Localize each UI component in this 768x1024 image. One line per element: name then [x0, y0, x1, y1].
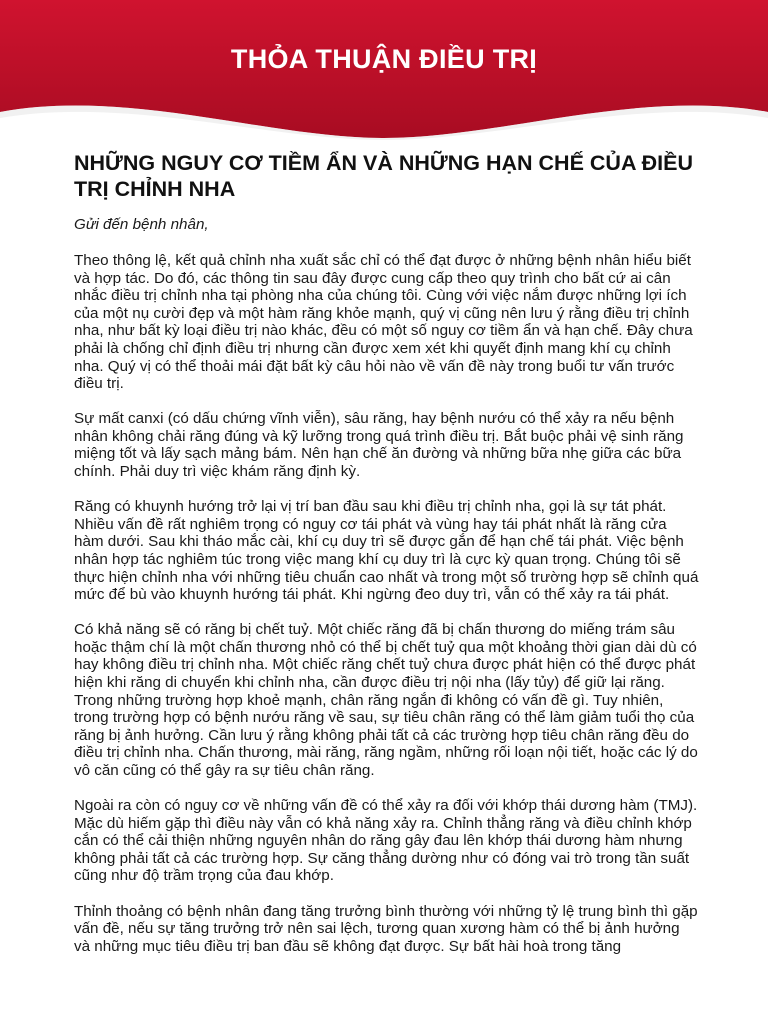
- document-body: [74, 150, 699, 973]
- header-title: THỎA THUẬN ĐIỀU TRỊ: [230, 44, 538, 74]
- header-banner: [0, 0, 768, 140]
- paragraph-nonvital-tooth: Có khả năng sẽ có răng bị chết tuỷ. Một chiếc răng đã bị chấn thương do miếng trám sâu hoặc thậm chí là một chấn thương nhỏ có thể bị chết tuỷ qua một khoảng thời gian dài dù có hay không điều trị chỉnh nha. Một chiếc răng chết tuỷ chưa được phát hiện có thể được phát hiện khi răng di chuyển khi chỉnh nha, cần được điều trị nội nha (lấy tủy) để giữ lại răng. Trong những trường hợp khoẻ mạnh, chân răng ngắn đi không có vấn đề gì. Tuy nhiên, trong trường hợp có bệnh nướu răng về sau, sự tiêu chân răng có thể làm giảm tuổi thọ của răng bị ảnh hưởng. Cần lưu ý rằng không phải tất cả các trường hợp tiêu chân răng đều do điều trị chỉnh nha. Chấn thương, mài răng, răng ngầm, những rối loạn nội tiết, hoặc các lý do vô căn cũng có thể gây ra sự tiêu chân răng.: [74, 621, 698, 779]
- paragraph-intro: Theo thông lệ, kết quả chỉnh nha xuất sắc chỉ có thể đạt được ở những bệnh nhân hiểu biết và hợp tác. Do đó, các thông tin sau đây được cung cấp theo quy trình cho bất cứ ai cân nhắc điều trị chỉnh nha tại phòng nha của chúng tôi. Cùng với việc nắm được những lợi ích của một nụ cười đẹp và một hàm răng khỏe mạnh, quý vị cũng nên lưu ý rằng điều trị chỉnh nha, như bất kỳ loại điều trị nào khác, đều có một số nguy cơ tiềm ẩn và hạn chế. Đây chưa phải là chống chỉ định điều trị nhưng cần được xem xét khi quyết định mang khí cụ chỉnh nha. Quý vị có thể thoải mái đặt bất kỳ câu hỏi nào về vấn đề này trong buổi tư vấn trước điều trị.: [74, 252, 693, 393]
- salutation: Gửi đến bệnh nhân,: [74, 216, 209, 233]
- paragraph-relapse: Răng có khuynh hướng trở lại vị trí ban đầu sau khi điều trị chỉnh nha, gọi là sự tát phát. Nhiều vấn đề rất nghiêm trọng có nguy cơ tái phát và vùng hay tái phát nhất là răng cửa hàm dưới. Sau khi tháo mắc cài, khí cụ duy trì sẽ được gắn để hạn chế tái phát. Việc bệnh nhân hợp tác nghiêm túc trong việc mang khí cụ duy trì là cực kỳ quan trọng. Chúng tôi sẽ thực hiện chỉnh nha với những tiêu chuẩn cao nhất và trong một số trường hợp sẽ chỉnh quá mức để bù vào khuynh hướng tái phát. Khi ngừng đeo duy trì, vẫn có thể xảy ra tái phát.: [74, 498, 699, 604]
- paragraph-tmj: Ngoài ra còn có nguy cơ về những vấn đề có thể xảy ra đối với khớp thái dương hàm (TMJ). Mặc dù hiếm gặp thì điều này vẫn có khả năng xảy ra. Chỉnh thẳng răng và điều chỉnh khớp cắn có thể cải thiện những nguyên nhân do răng gây đau lên khớp thái dương hàm nhưng không phải tất cả các trường hợp. Sự căng thẳng dường như có đóng vai trò trong tần suất cũng như độ trầm trọng của đau khớp.: [74, 797, 698, 885]
- document-heading: NHỮNG NGUY CƠ TIỀM ẨN VÀ NHỮNG HẠN CHẾ CỦA ĐIỀU TRỊ CHỈNH NHA: [74, 151, 694, 201]
- paragraph-decalcification: Sự mất canxi (có dấu chứng vĩnh viễn), sâu răng, hay bệnh nướu có thể xảy ra nếu bệnh nhân không chải răng đúng và kỹ lưỡng trong quá trình điều trị. Bắt buộc phải vệ sinh răng miệng tốt và lấy sạch mảng bám. Nên hạn chế ăn đường và những bữa nhẹ giữa các bữa chính. Phải duy trì việc khám răng định kỳ.: [74, 410, 684, 481]
- paragraph-growth: Thỉnh thoảng có bệnh nhân đang tăng trưởng bình thường với những tỷ lệ trung bình thì gặp vấn đề, nếu sự tăng trưởng trở nên sai lệch, tương quan xương hàm có thể bị ảnh hưởng và những mục tiêu điều trị ban đầu sẽ không đạt được. Sự bất hài hoà trong tăng: [74, 902, 698, 955]
